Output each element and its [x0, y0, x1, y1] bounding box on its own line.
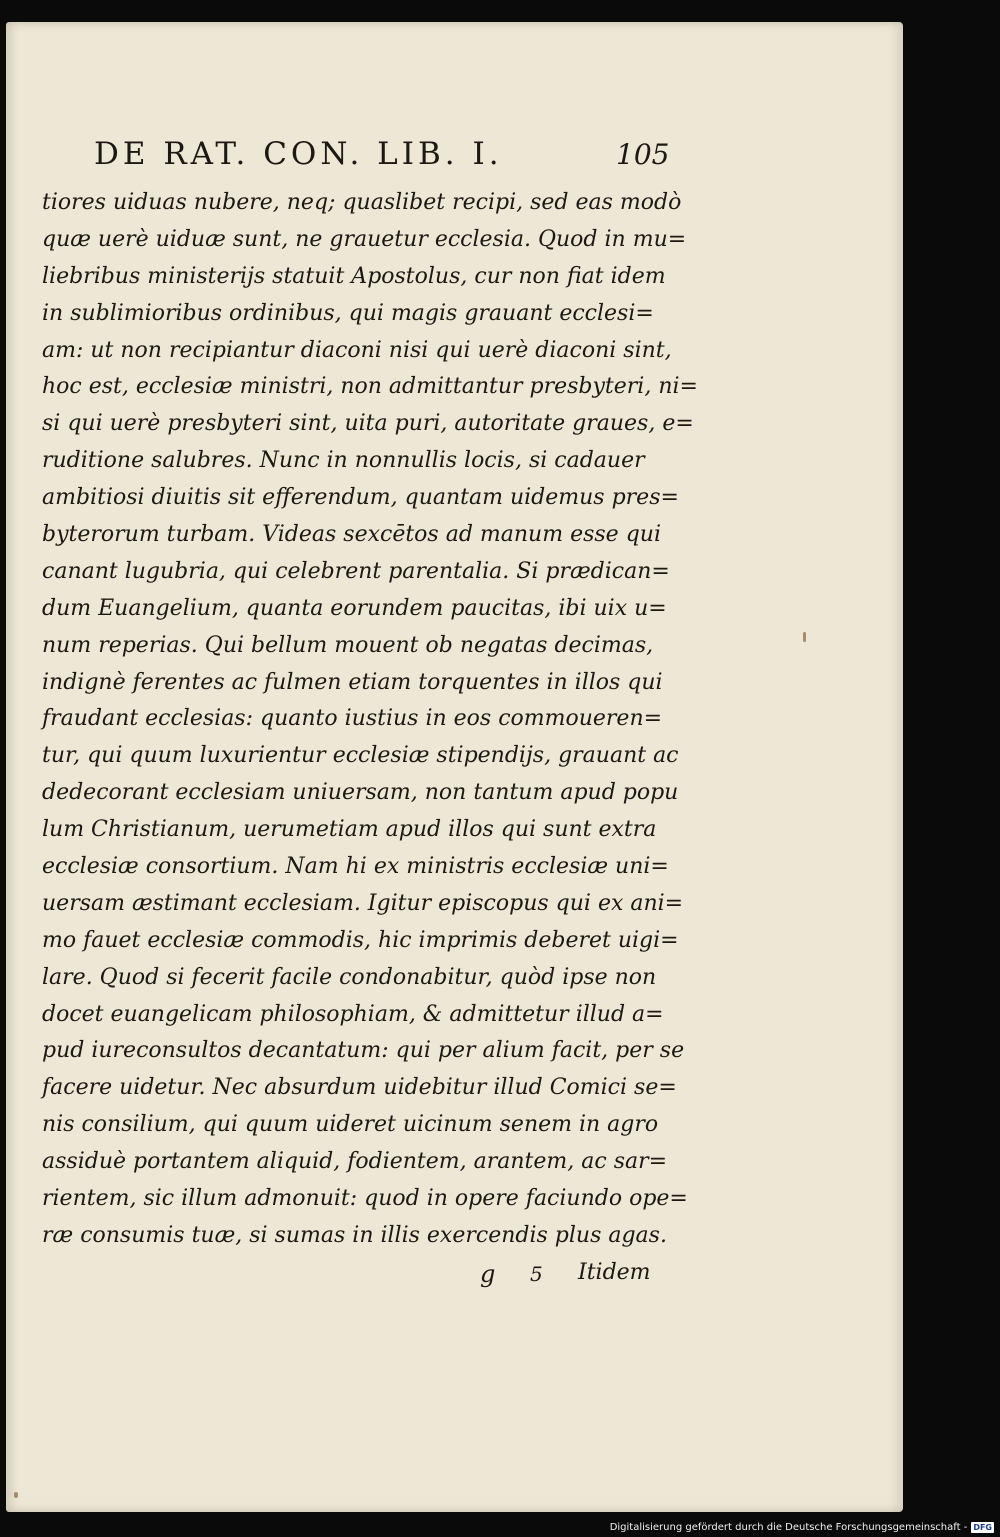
text-line: dedecorant ecclesiam uniuersam, non tantum apud popu — [42, 780, 679, 806]
text-line: byterorum turbam. Videas sexcētos ad manum esse qui — [42, 522, 661, 548]
digitization-credit — [610, 1522, 994, 1533]
running-head: DE RAT. CON. LIB. I. — [94, 136, 503, 172]
text-line: ræ consumis tuæ, si sumas in illis exercendis plus agas. — [42, 1222, 667, 1248]
text-line: uersam æstimant ecclesiam. Igitur episcopus qui ex ani= — [42, 890, 684, 916]
signature-mark: g — [480, 1260, 496, 1288]
text-line: ambitiosi diuitis sit efferendum, quantam uidemus pres= — [42, 485, 679, 511]
text-line: pud iureconsultos decantatum: qui per alium facit, per se — [42, 1038, 685, 1064]
text-line: quæ uerè uiduæ sunt, ne grauetur ecclesia. Quod in mu= — [42, 226, 687, 252]
text-line: am: ut non recipiantur diaconi nisi qui uerè diaconi sint, — [42, 337, 672, 363]
text-line: lum Christianum, uerumetiam apud illos qui sunt extra — [42, 817, 657, 843]
text-line: rientem, sic illum admonuit: quod in opere faciundo ope= — [42, 1186, 688, 1212]
text-line: ruditione salubres. Nunc in nonnullis locis, si cadauer — [42, 448, 645, 474]
text-line: ecclesiæ consortium. Nam hi ex ministris ecclesiæ uni= — [42, 854, 669, 880]
text-line: hoc est, ecclesiæ ministri, non admittantur presbyteri, ni= — [42, 374, 698, 400]
credit-text: Digitalisierung gefördert durch die Deutsche Forschungsgemeinschaft - — [609, 1522, 968, 1533]
text-line: nis consilium, qui quum uideret uicinum senem in agro — [42, 1112, 659, 1138]
catchword: Itidem — [578, 1260, 651, 1285]
text-block — [42, 185, 698, 1255]
signature-number: 5 — [530, 1262, 543, 1286]
text-line: assiduè portantem aliquid, fodientem, arantem, ac sar= — [42, 1149, 668, 1175]
text-line: tiores uiduas nubere, neq; quaslibet recipi, sed eas modò — [42, 190, 682, 215]
paper-spot — [14, 1492, 18, 1498]
paper-spot — [803, 632, 806, 642]
text-line: lare. Quod si fecerit facile condonabitur, quòd ipse non — [42, 964, 657, 990]
text-line: si qui uerè presbyteri sint, uita puri, autoritate graues, e= — [42, 411, 694, 437]
text-line: mo fauet ecclesiæ commodis, hic imprimis deberet uigi= — [42, 927, 679, 953]
text-line: fraudant ecclesias: quanto iustius in eos commoueren= — [42, 706, 663, 732]
dfg-logo: DFG — [973, 1523, 992, 1532]
text-line: docet euangelicam philosophiam, & admittetur illud a= — [42, 1001, 664, 1027]
text-line: in sublimioribus ordinibus, qui magis grauant ecclesi= — [42, 300, 654, 326]
page-number: 105 — [616, 138, 670, 171]
text-line: tur, qui quum luxurientur ecclesiæ stipendijs, grauant ac — [42, 743, 679, 769]
text-line: canant lugubria, qui celebrent parentalia. Si prædican= — [42, 558, 670, 584]
text-line: liebribus ministerijs statuit Apostolus, cur non fiat idem — [42, 263, 666, 289]
text-line: facere uidetur. Nec absurdum uidebitur illud Comici se= — [42, 1075, 677, 1101]
text-line: indignè ferentes ac fulmen etiam torquentes in illos qui — [42, 669, 663, 695]
text-line: num reperias. Qui bellum mouent ob negatas decimas, — [42, 632, 654, 658]
text-line: dum Euangelium, quanta eorundem paucitas, ibi uix u= — [42, 595, 667, 621]
